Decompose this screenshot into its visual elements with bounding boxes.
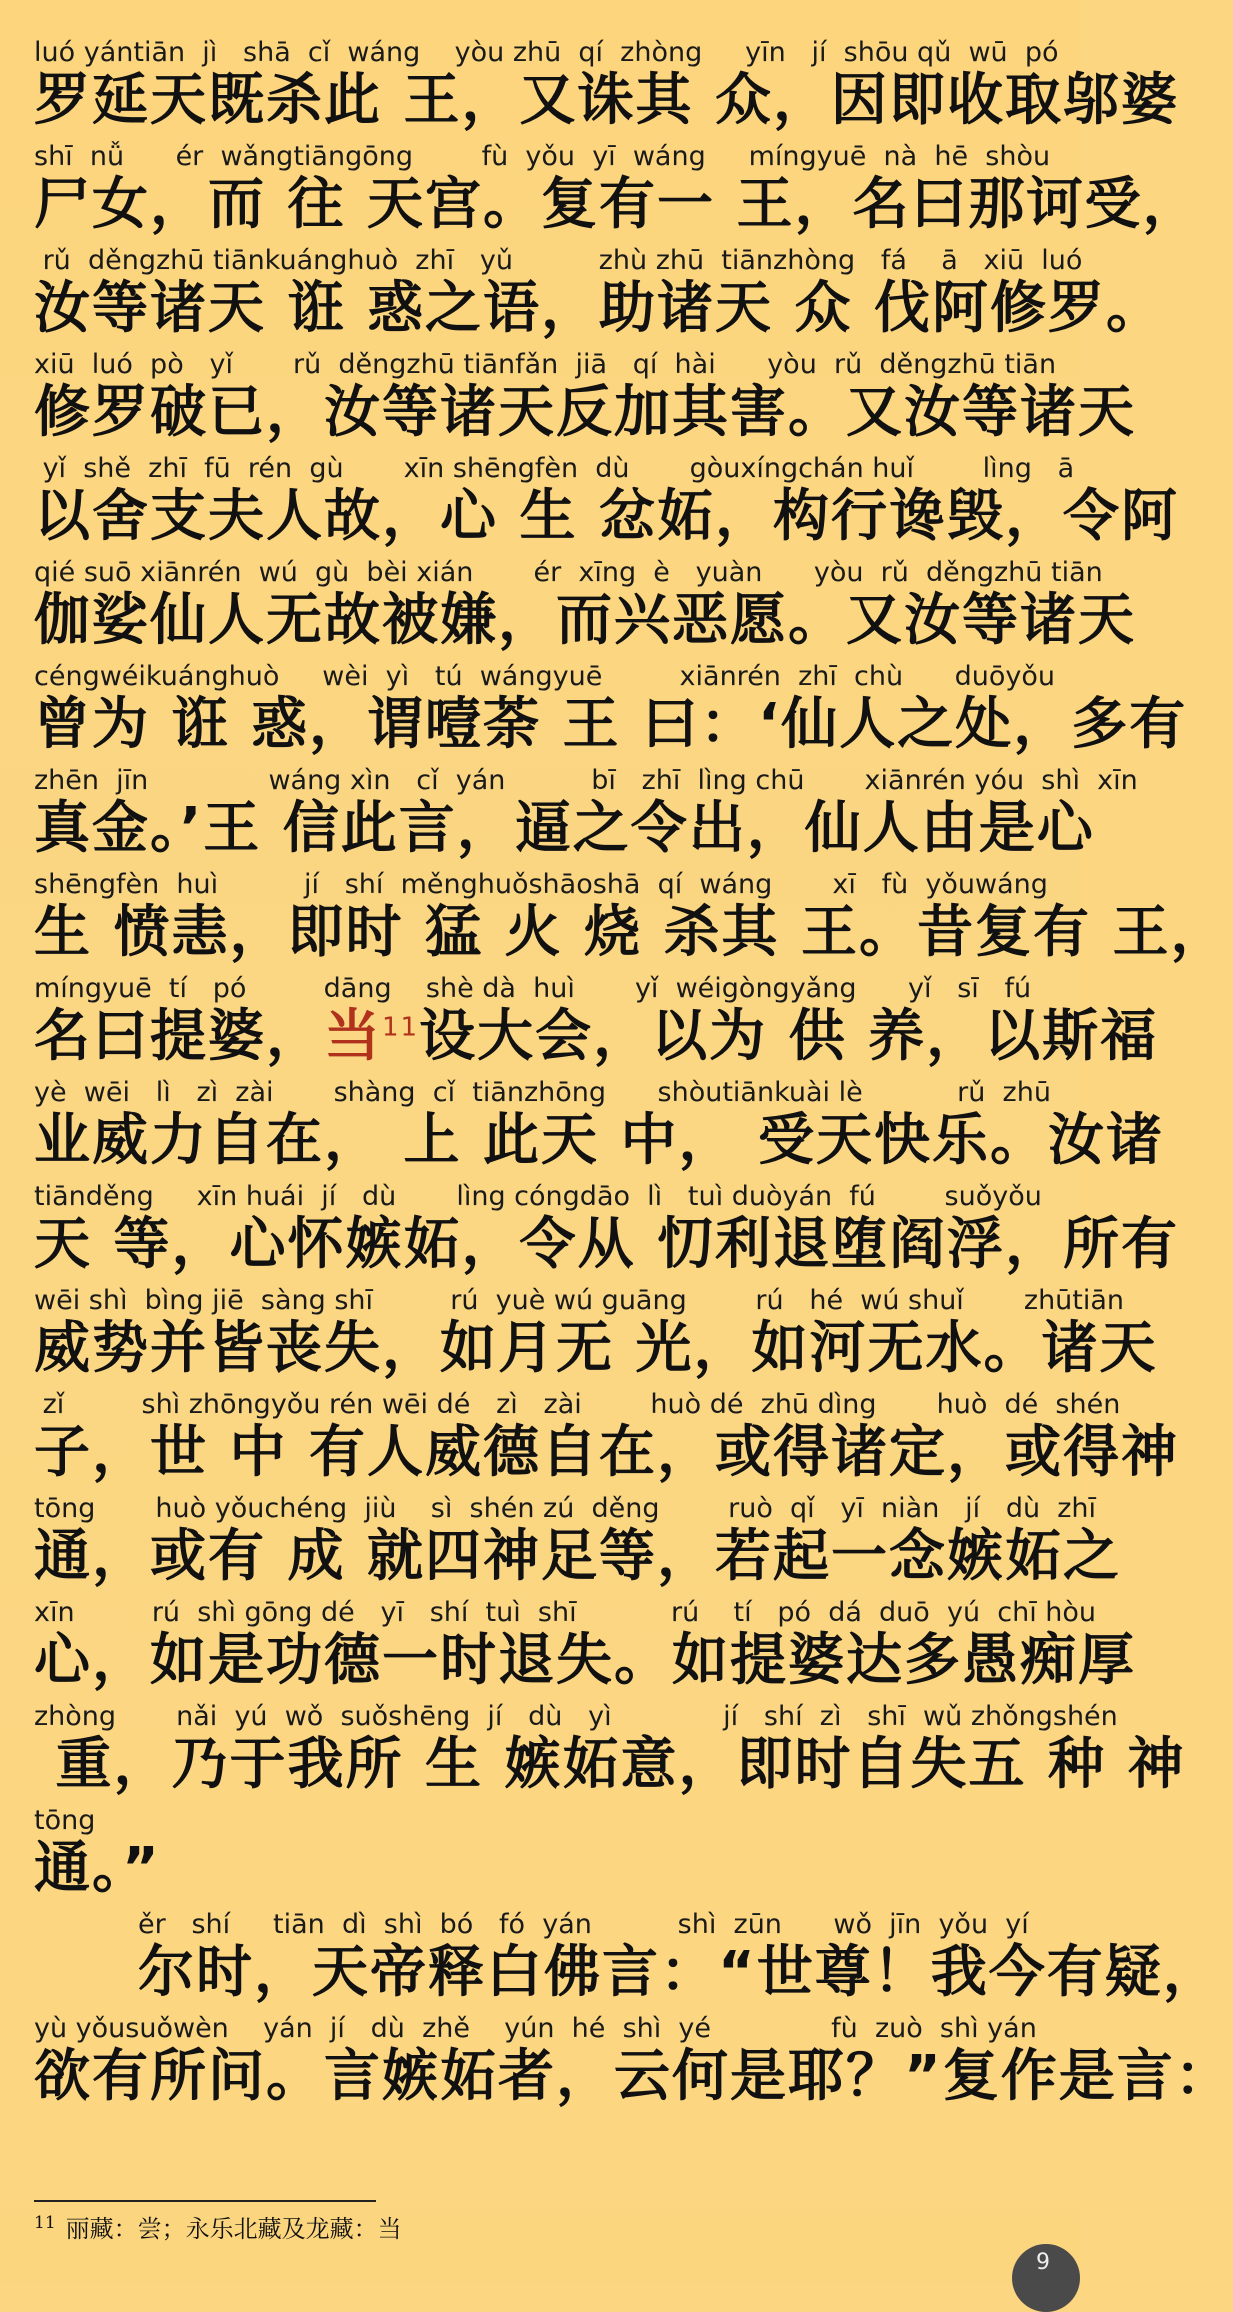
hanzi-line: 通。” bbox=[34, 1836, 161, 1901]
pinyin-line: rǔ děngzhū tiānkuánghuò zhī yǔ zhù zhū tiānzhòng fá ā xiū luó bbox=[34, 245, 1083, 276]
pinyin-line: zhēn jīn wáng xìn cǐ yán bī zhī lìng chū xiānrén yóu shì xīn bbox=[34, 765, 1138, 796]
pinyin-line: ěr shí tiān dì shì bó fó yán shì zūn wǒ jīn yǒu yí bbox=[138, 1909, 1029, 1940]
pinyin-line: céngwéikuánghuò wèi yì tú wángyuē xiānrén zhī chù duōyǒu bbox=[34, 661, 1055, 692]
pinyin-line: zhòng nǎi yú wǒ suǒshēng jí dù yì jí shí zì shī wǔ zhǒngshén bbox=[34, 1701, 1118, 1732]
pinyin-line: luó yántiān jì shā cǐ wáng yòu zhū qí zhòng yīn jí shōu qǔ wū pó bbox=[34, 37, 1059, 68]
text-row bbox=[34, 348, 1136, 452]
text-row bbox=[34, 1804, 1049, 1908]
pinyin-line: yù yǒusuǒwèn yán jí dù zhě yún hé shì yé fù zuò shì yán bbox=[34, 2013, 1037, 2044]
pinyin-line: tōng bbox=[34, 1805, 96, 1836]
text-row bbox=[34, 2012, 1233, 2116]
footnote-reference[interactable]: 11 bbox=[382, 1012, 420, 1043]
hanzi-segment: 名曰提婆， bbox=[34, 1004, 324, 1069]
text-row bbox=[34, 660, 1188, 764]
text-row bbox=[34, 1908, 1221, 2012]
pinyin-line: xīn rú shì gōng dé yī shí tuì shī rú tí pó dá duō yú chī hòu bbox=[34, 1597, 1097, 1628]
hanzi-line: 罗延天既杀此 王，又诛其 众，因即收取邬婆 bbox=[34, 68, 1179, 133]
hanzi-line: 心，如是功德一时退失。如提婆达多愚痴厚 bbox=[34, 1628, 1136, 1693]
pinyin-line: zǐ shì zhōngyǒu rén wēi dé zì zài huò dé zhū dìng huò dé shén bbox=[34, 1389, 1121, 1420]
footnote-text: 丽藏：尝；永乐北藏及龙藏：当 bbox=[65, 2215, 402, 2243]
pinyin-line: míngyuē tí pó dāng shè dà huì yǐ wéigòngyǎng yǐ sī fú bbox=[34, 973, 1032, 1004]
text-row bbox=[34, 1700, 1186, 1804]
hanzi-line: 欲有所问。言嫉妬者，云何是耶？”复作是言： bbox=[34, 2044, 1233, 2109]
pinyin-line: tōng huò yǒuchéng jiù sì shén zú děng ruò qǐ yī niàn jí dù zhī bbox=[34, 1493, 1097, 1524]
pinyin-line: tiānděng xīn huái jí dù lìng cóngdāo lì tuì duòyán fú suǒyǒu bbox=[34, 1181, 1042, 1212]
pinyin-line: yǐ shě zhī fū rén gù xīn shēngfèn dù gòuxíngchán huǐ lìng ā bbox=[34, 453, 1075, 484]
text-row bbox=[34, 868, 1229, 972]
hanzi-line: 尔时，天帝释白佛言：“世尊！我今有疑， bbox=[138, 1940, 1221, 2005]
footnote-number: 11 bbox=[34, 2213, 56, 2233]
text-row bbox=[34, 452, 1179, 556]
hanzi-line bbox=[34, 1004, 1159, 1070]
hanzi-line: 以舍支夫人故，心 生 忿妬，构行谗毁，令阿 bbox=[34, 484, 1179, 549]
page-number-badge: 9 bbox=[1012, 2244, 1080, 2312]
text-row bbox=[34, 764, 1138, 868]
text-row bbox=[34, 1492, 1121, 1596]
text-row bbox=[34, 36, 1179, 140]
hanzi-line: 真金。’王 信此言，逼之令出，仙人由是心 bbox=[34, 796, 1095, 861]
hanzi-line: 天 等，心怀嫉妬，令从 忉利退堕阎浮，所有 bbox=[34, 1212, 1179, 1277]
text-row bbox=[34, 556, 1136, 660]
footnote-divider bbox=[34, 2200, 376, 2202]
pinyin-line: yè wēi lì zì zài shàng cǐ tiānzhōng shòutiānkuài lè rǔ zhū bbox=[34, 1077, 1051, 1108]
hanzi-line: 修罗破已，汝等诸天反加其害。又汝等诸天 bbox=[34, 380, 1136, 445]
hanzi-line: 威势并皆丧失，如月无 光，如河无水。诸天 bbox=[34, 1316, 1158, 1381]
hanzi-line: 汝等诸天 诳 惑之语，助诸天 众 伐阿修罗。 bbox=[34, 276, 1164, 341]
pinyin-line: shī nǚ ér wǎngtiāngōng fù yǒu yī wáng míngyuē nà hē shòu bbox=[34, 141, 1051, 172]
hanzi-line: 业威力自在， 上 此天 中， 受天快乐。汝诸 bbox=[34, 1108, 1164, 1173]
hanzi-line: 通，或有 成 就四神足等，若起一念嫉妬之 bbox=[34, 1524, 1121, 1589]
hanzi-line: 子，世 中 有人威德自在，或得诸定，或得神 bbox=[34, 1420, 1179, 1485]
footnote bbox=[34, 2212, 402, 2246]
hanzi-line: 伽娑仙人无故被嫌，而兴恶愿。又汝等诸天 bbox=[34, 588, 1136, 653]
hanzi-line: 重，乃于我所 生 嫉妬意，即时自失五 种 神 bbox=[34, 1732, 1186, 1797]
pinyin-line: wēi shì bìng jiē sàng shī rú yuè wú guāng rú hé wú shuǐ zhūtiān bbox=[34, 1285, 1125, 1316]
pinyin-line: shēngfèn huì jí shí měnghuǒshāoshā qí wáng xī fù yǒuwáng bbox=[34, 869, 1048, 900]
text-row bbox=[34, 1284, 1158, 1388]
pinyin-line: xiū luó pò yǐ rǔ děngzhū tiānfǎn jiā qí hài yòu rǔ děngzhū tiān bbox=[34, 349, 1057, 380]
text-row bbox=[34, 140, 1201, 244]
text-row bbox=[34, 244, 1164, 348]
text-row bbox=[34, 972, 1159, 1076]
annotated-character: 当 bbox=[324, 1004, 382, 1069]
hanzi-line: 尸女，而 往 天宫。复有一 王，名曰那诃受， bbox=[34, 172, 1201, 237]
text-block bbox=[34, 36, 1233, 2116]
text-row bbox=[34, 1180, 1179, 1284]
text-row bbox=[34, 1596, 1136, 1700]
hanzi-line: 曾为 诳 惑，谓噎荼 王 曰：‘仙人之处，多有 bbox=[34, 692, 1188, 757]
hanzi-segment: 设大会，以为 供 养，以斯福 bbox=[419, 1004, 1159, 1069]
hanzi-line: 生 愤恚，即时 猛 火 烧 杀其 王。昔复有 王， bbox=[34, 900, 1229, 965]
pinyin-line: qié suō xiānrén wú gù bèi xián ér xīng è yuàn yòu rǔ děngzhū tiān bbox=[34, 557, 1103, 588]
text-row bbox=[34, 1076, 1164, 1180]
text-row bbox=[34, 1388, 1179, 1492]
